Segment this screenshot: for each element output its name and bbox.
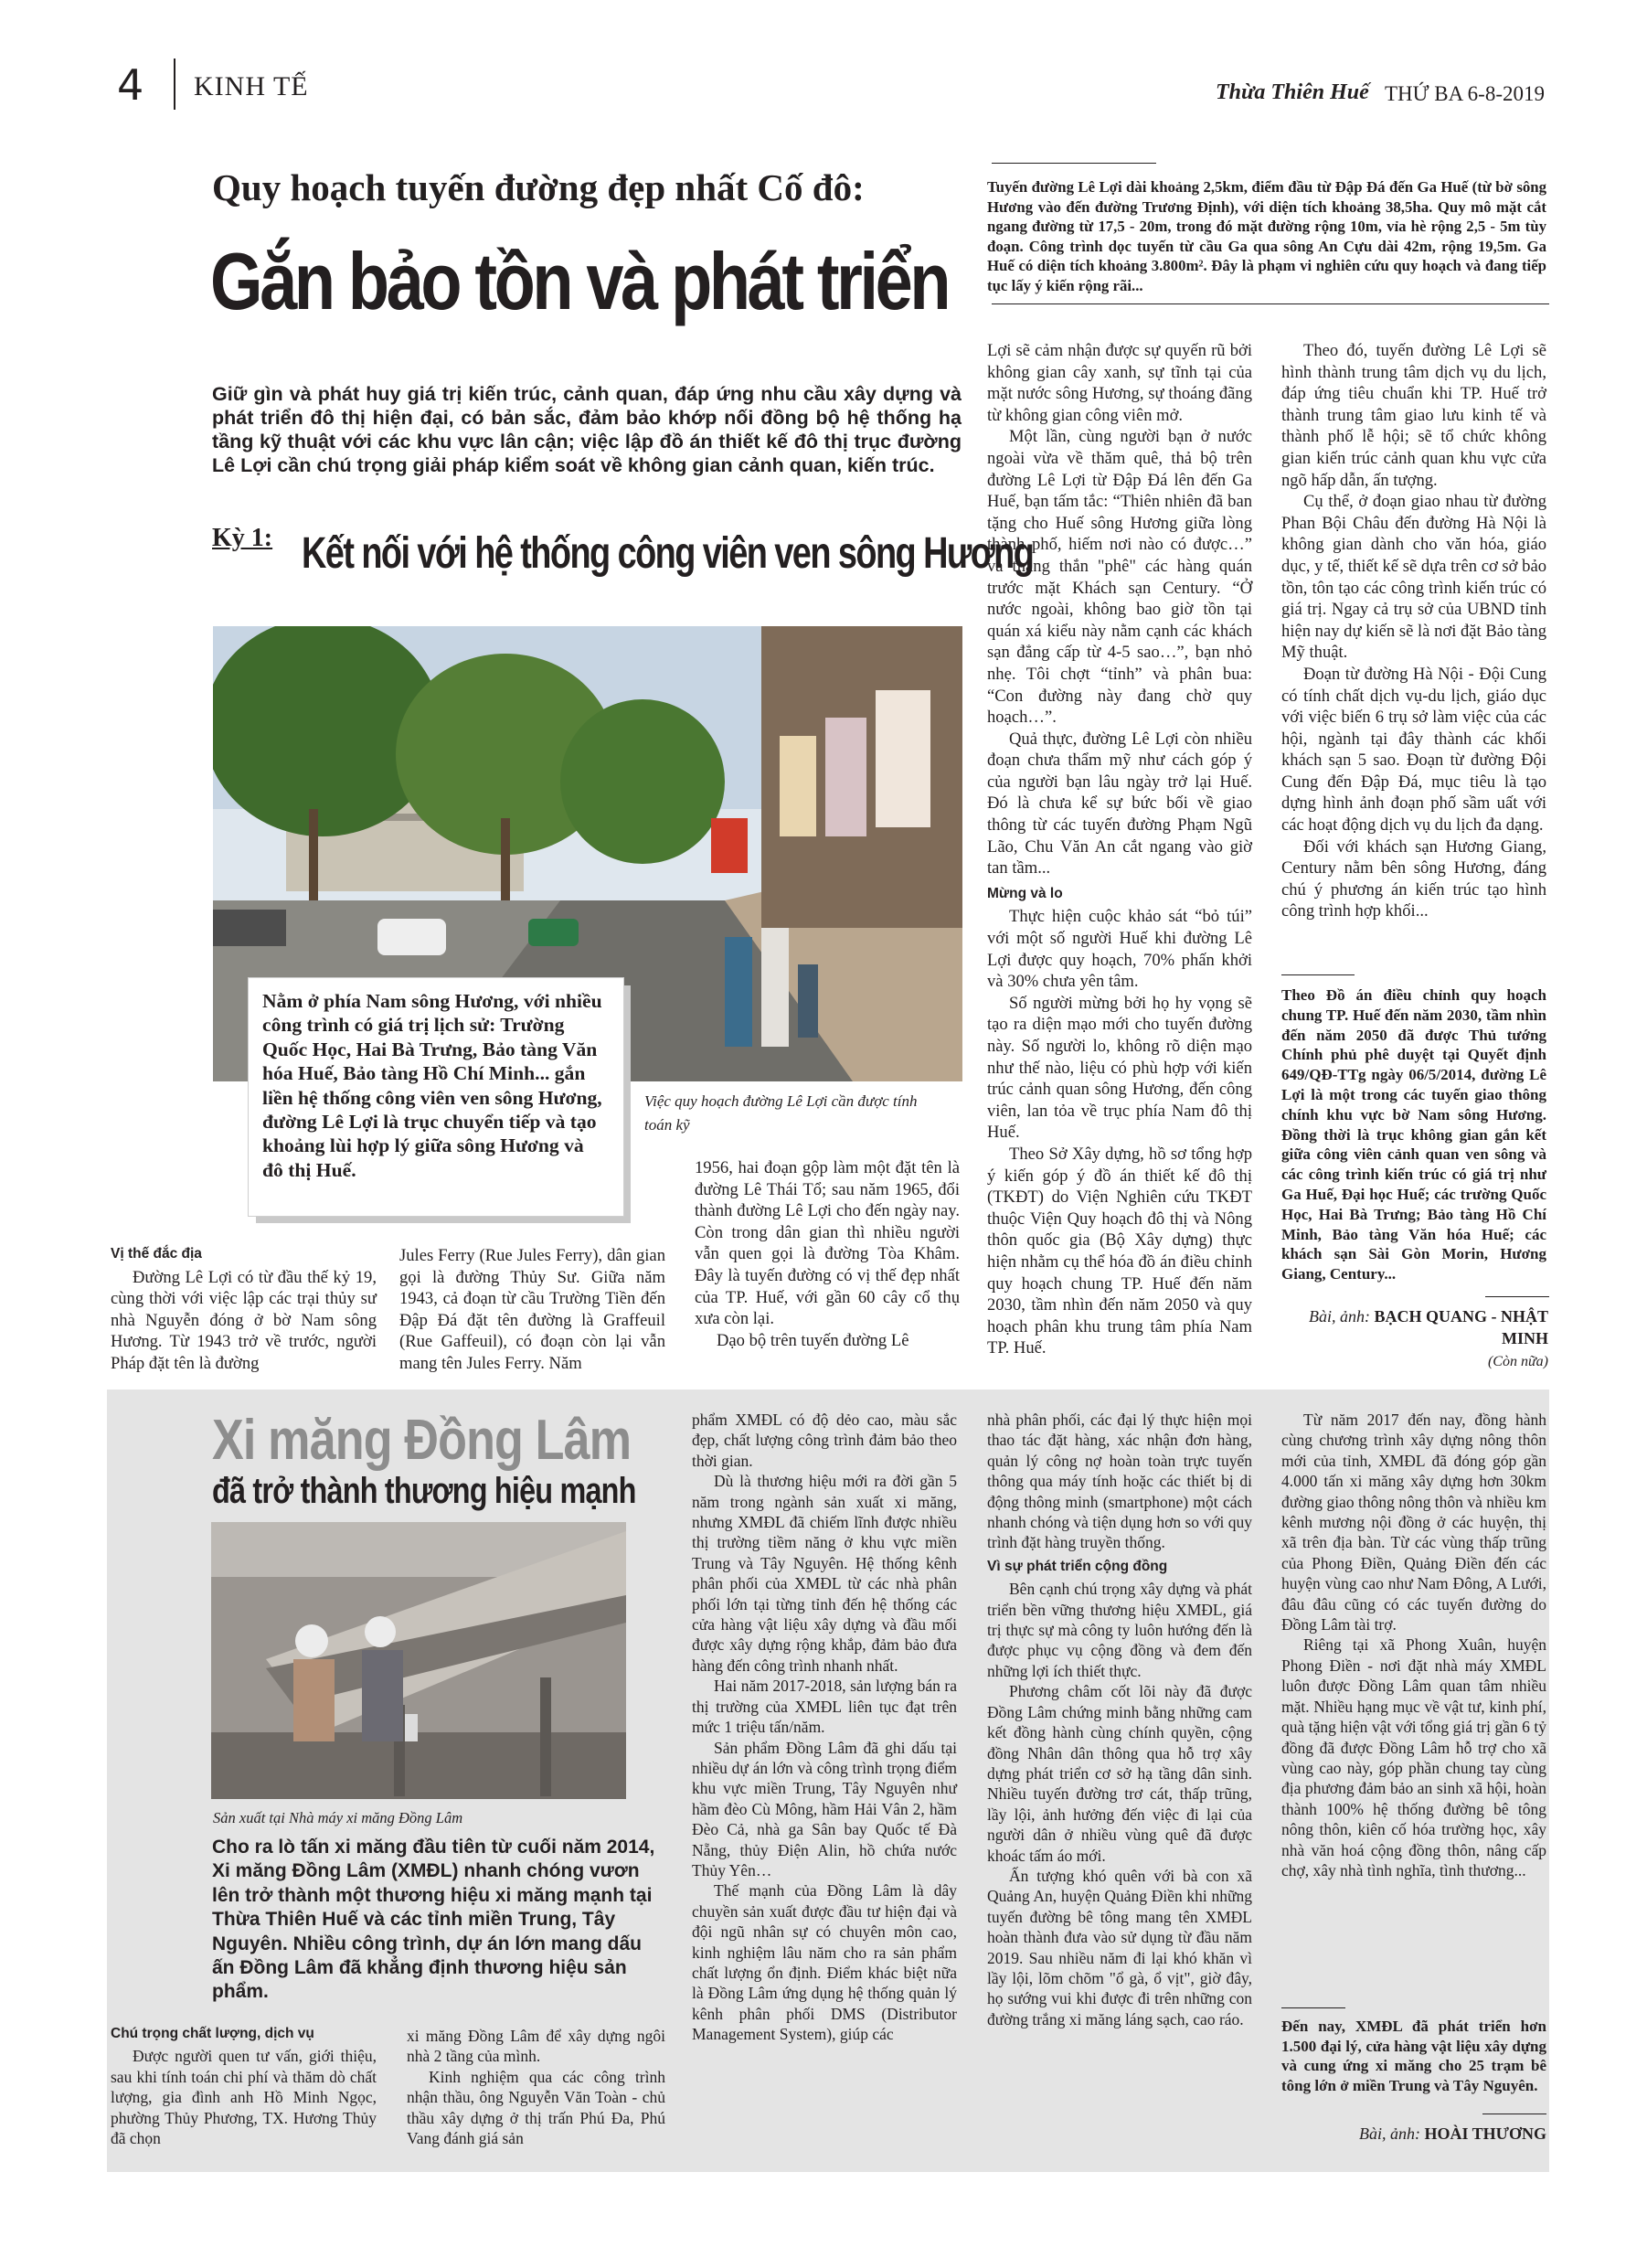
paragraph: Đường Lê Lợi có từ đầu thế kỷ 19, cùng thời với việc lập các trại thủy sư nhà Nguyễn đóng ở bờ Nam sông Hương. Từ 1943 trở về trước, người Pháp đặt tên là đường xyxy=(111,1267,377,1373)
paragraph: xi măng Đồng Lâm để xây dựng ngôi nhà 2 tầng của mình. xyxy=(407,2027,665,2066)
col5-box-rule xyxy=(1281,974,1355,975)
paragraph: Bên cạnh chú trọng xây dựng và phát triển bền vững thương hiệu XMĐL, giá trị thực sự mà công ty luôn hướng đến là được phục vụ cộng đồng và đem đến những lợi ích thiết thực. xyxy=(987,1580,1252,1680)
article2-subheadline: đã trở thành thương hiệu mạnh xyxy=(212,1471,636,1511)
part-title: Kết nối với hệ thống công viên ven sông Hương xyxy=(302,529,1034,578)
paragraph: Sản phẩm Đồng Lâm đã ghi dấu tại nhiều dự án lớn và công trình trọng điểm khu vực miền Trung, Tây Nguyên như hầm đèo Cù Mông, hầm Hải Vân 2, hầm Đèo Cả, nhà ga Sân bay Quốc tế Đà Nẵng, thủy Điện Alin, hồ chứa nước Thủy Yên… xyxy=(692,1738,957,1879)
header-divider xyxy=(174,59,175,110)
paragraph: Một lần, cùng người bạn ở nước ngoài vừa về thăm quê, thả bộ trên đường Lê Lợi từ Đập Đá lên đến Ga Huế, bạn tấm tắc: “Thiên nhiên đã ban tặng cho Huế sông Hương giữa lòng thành phố, hiếm nơi nào có được…” và thẳng thắn "phê" các hàng quán trước mặt Khách sạn Century. “Ở nước ngoài, không bao giờ tồn tại quán xá kiểu này nằm cạnh các khách sạn đẳng cấp từ 4-5 sao…”, bạn nhỏ nhẹ. Tôi chợt “tỉnh” và phân bua: “Con đường này đang chờ quy hoạch…”. xyxy=(987,427,1252,728)
article1-subhead-vi-the: Vị thế đắc địa xyxy=(111,1246,202,1262)
article1-subhead-mung-va-lo: Mừng và lo xyxy=(987,885,1063,901)
article1-pullquote: Nằm ở phía Nam sông Hương, với nhiều công trình có giá trị lịch sử: Trường Quốc Học, Hai Bà Trưng, Bảo tàng Văn hóa Huế, Bảo tàng Hồ Chí Minh... gắn liền hệ thống công viên ven sông Hương, đường Lê Lợi là trục chuyển tiếp và tạo khoảng lùi hợp lý giữa sông Hương và đô thị Huế. xyxy=(262,990,602,1181)
info-box-rule-bottom xyxy=(992,303,1549,304)
paragraph: nhà phân phối, các đại lý thực hiện mọi thao tác đặt hàng, xác nhận đơn hàng, quản lý công nợ hoàn toàn trực tuyến thông qua máy tính hoặc các thiết bị di động thông minh (smartphone) một cách nhanh chóng và tiện dụng hơn so với quy trình đặt hàng truyền thống. xyxy=(987,1411,1252,1552)
paragraph: Được người quen tư vấn, giới thiệu, sau khi tính toán chi phí và thăm dò chất lượng, gia đình anh Hồ Minh Ngọc, phường Thủy Phương, TX. Hương Thủy đã chọn xyxy=(111,2047,377,2148)
section-name: KINH TẾ xyxy=(194,71,309,101)
article2-subhead-chat-luong: Chú trọng chất lượng, dịch vụ xyxy=(111,2026,314,2041)
paragraph: Đối với khách sạn Hương Giang, Century nằm bên sông Hương, đáng chú ý phương án kiến trúc tạo hình công trình hợp khối... xyxy=(1281,836,1546,921)
paragraph: Theo Sở Xây dựng, hồ sơ tổng hợp ý kiến góp ý đồ án thiết kế đô thị (TKĐT) do Viện Nghiên cứu TKĐT thuộc Viện Quy hoạch đô thị và Nông thôn quốc gia (Bộ Xây dựng) thực hiện nhằm cụ thể hóa đồ án điều chỉnh quy hoạch chung TP. Huế đến năm 2030, tầm nhìn đến năm 2050 và quy hoạch phân khu trung tâm phía Nam TP. Huế. xyxy=(987,1144,1252,1358)
part-label: Kỳ 1: xyxy=(212,524,273,552)
street-photo-caption: Việc quy hoạch đường Lê Lợi cần được tính toán kỹ xyxy=(644,1092,918,1134)
byline-prefix: Bài, ảnh: xyxy=(1308,1307,1370,1326)
article2-subhead-cong-dong: Vì sự phát triển cộng đồng xyxy=(987,1558,1168,1574)
article1-kicker: Quy hoạch tuyến đường đẹp nhất Cố đô: xyxy=(212,166,865,208)
article1-col5 xyxy=(1281,340,1546,922)
paragraph: Thế mạnh của Đồng Lâm là dây chuyền sản xuất được đầu tư hiện đại và đội ngũ nhân sự có chuyên môn cao, kinh nghiệm lâu năm cho ra sản phẩm chất lượng ổn định. Điểm khác biệt nữa là Đồng Lâm ứng dụng hệ thống quản lý kênh phân phối DMS (Distributor Management System), giúp các xyxy=(692,1881,957,2044)
paragraph: Dạo bộ trên tuyến đường Lê xyxy=(717,1330,909,1350)
article1-col1 xyxy=(111,1240,377,1375)
newspaper-name: Thừa Thiên Huế xyxy=(1216,80,1369,104)
paragraph: Hai năm 2017-2018, sản lượng bán ra thị trường của XMĐL liên tục đạt trên mức 1 triệu tấn/năm. xyxy=(692,1677,957,1737)
paragraph: Theo đó, tuyến đường Lê Lợi sẽ hình thành trung tâm dịch vụ du lịch, đáp ứng tiêu chuẩn khi TP. Huế trở thành trung tâm giao lưu kinh tế và thành phố lễ hội; sẽ tổ chức không gian kiến trúc cảnh quan khu vực cửa ngõ hấp dẫn, ấn tượng. xyxy=(1281,341,1546,490)
article2-lead: Cho ra lò tấn xi măng đầu tiên từ cuối năm 2014, Xi măng Đồng Lâm (XMĐL) nhanh chóng vươn lên trở thành một thương hiệu xi măng mạnh tại Thừa Thiên Huế và các tỉnh miền Trung, Tây Nguyên. Nhiều công trình, dự án lớn mang dấu ấn Đồng Lâm đã khẳng định thương hiệu sản phẩm. xyxy=(212,1837,655,2003)
paragraph: Cụ thể, ở đoạn giao nhau từ đường Phan Bội Châu đến đường Hà Nội là không gian dành cho văn hóa, giáo dục, y tế, thiết kế sẽ dựa trên cơ sở bảo tồn, tôn tạo các công trình kiến trúc có giá trị. Ngay cả trụ sở của UBND tỉnh hiện nay dự kiến sẽ là nơi đặt Bảo tàng Mỹ thuật. xyxy=(1281,492,1546,663)
article1-col3 xyxy=(695,1157,960,1351)
paragraph: Riêng tại xã Phong Xuân, huyện Phong Điền - nơi đặt nhà máy XMĐL luôn được Đồng Lâm quan tâm nhiều mặt. Nhiều hạng mục về vật tư, kinh phí, quà tặng hiện vật với tổng giá trị gần 6 tỷ đồng đã được Đồng Lâm hỗ trợ cho xã vùng cao này, góp phần chung tay cùng địa phương đảm bảo an sinh xã hội, hoàn thành 100% hệ thống đường bê tông nông thôn, kiên cố hóa trường học, xây nhà văn hoá cộng đồng thôn, nâng cấp chợ, xây nhà tình nghĩa, tình thương... xyxy=(1281,1635,1546,1879)
byline-prefix: Bài, ảnh: xyxy=(1358,2124,1420,2143)
paragraph: Thực hiện cuộc khảo sát “bỏ túi” với một số người Huế khi đường Lê Lợi được quy hoạch, 70% phấn khởi và 30% chưa yên tâm. xyxy=(987,907,1252,992)
paragraph: Từ năm 2017 đến nay, đồng hành cùng chương trình xây dựng nông thôn mới của tỉnh, XMĐL đã đóng góp gần 4.000 tấn xi măng xây dựng hơn 30km đường giao thông nông thôn và nhiều km kênh mương nội đồng ở các huyện, thị xã trên địa bàn. Từ các vùng thấp trũng của Phong Điền, Quảng Điền đến các huyện vùng cao như Nam Đông, A Lưới, đâu đâu cũng có các tuyến đường do Đồng Lâm tài trợ. xyxy=(1281,1411,1546,1634)
paragraph: Dù là thương hiệu mới ra đời gần 5 năm trong ngành sản xuất xi măng, nhưng XMĐL đã chiếm lĩnh được nhiều thị trường tiềm năng ở khu vực miền Trung và Tây Nguyên. Hệ thống kênh phân phối của XMĐL từ các nhà phân phối lớn tại từng tỉnh đến hệ thống các cửa hàng vật liệu xây dựng và đầu mối được xây dựng rộng khắp, đảm bảo đưa hàng đến công trình nhanh nhất. xyxy=(692,1472,957,1675)
paragraph: 1956, hai đoạn gộp làm một đặt tên là đường Lê Thái Tổ; sau năm 1965, đổi thành đường Lê Lợi cho đến ngày nay. Còn trong dân gian thì nhiều người vẫn quen gọi là đường Tòa Khâm. Đây là tuyến đường có vị thế đẹp nhất của TP. Huế, với gần 60 cây cổ thụ xưa còn lại. xyxy=(695,1158,960,1329)
page-number: 4 xyxy=(117,60,144,110)
factory-photo-caption: Sản xuất tại Nhà máy xi măng Đồng Lâm xyxy=(213,1809,463,1826)
article1-headline: Gắn bảo tồn và phát triển xyxy=(210,236,949,326)
issue-date: THỨ BA 6-8-2019 xyxy=(1385,82,1546,105)
article1-byline xyxy=(1281,1305,1548,1373)
byline-note: (Còn nữa) xyxy=(1487,1354,1548,1369)
article2-byline xyxy=(1281,2123,1546,2145)
article1-lead: Giữ gìn và phát huy giá trị kiến trúc, cảnh quan, đáp ứng nhu cầu xây dựng và phát triển đô thị hiện đại, có bản sắc, đảm bảo khớp nối đồng bộ hệ thống hạ tầng kỹ thuật với các khu vực lân cận; việc lập đồ án thiết kế đô thị trục đường Lê Lợi cần chú trọng giải pháp kiểm soát về không gian cảnh quan, kiến trúc. xyxy=(212,383,962,476)
article1-col5-box: Theo Đồ án điều chỉnh quy hoạch chung TP. Huế đến năm 2030, tầm nhìn đến năm 2050 đã được Thủ tướng Chính phủ phê duyệt tại Quyết định 649/QĐ-TTg ngày 06/5/2014, đường Lê Lợi là một trong các tuyến giao thông chính khu vực bờ Nam sông Hương. Đồng thời là trục không gian gắn kết giữa công viên cảnh quan ven sông và các công trình kiến trúc có giá trị như Ga Huế, Đại học Huế; các trường Quốc Học, Hai Bà Trưng; Bảo tàng Hồ Chí Minh, Bảo tàng Văn hóa Huế; các khách sạn Sài Gòn Morin, Hương Giang, Century... xyxy=(1281,986,1546,1283)
article2-col4 xyxy=(987,1410,1252,2029)
paragraph: Phương châm cốt lõi này đã được Đồng Lâm chứng minh bằng những cam kết đồng hành cùng chính quyền, cộng đồng Nhân dân thông qua hỗ trợ xây dựng phát triển cơ sở hạ tầng dân sinh. Nhiều tuyến đường trơ cát, thấp trũng, lầy lội, ảnh hưởng đến việc đi lại của người dân ở nhiều vùng quê đã được khoác tấm áo mới. xyxy=(987,1682,1252,1865)
byline-name: BẠCH QUANG - NHẬT MINH xyxy=(1374,1307,1548,1347)
article1-col2 xyxy=(399,1245,665,1375)
article2-col5-box: Đến nay, XMĐL đã phát triển hơn 1.500 đại lý, cửa hàng vật liệu xây dựng và cung ứng xi măng cho 25 trạm bê tông lớn ở miền Trung và Tây Nguyên. xyxy=(1281,2018,1546,2094)
factory-photo xyxy=(211,1522,626,1799)
paragraph: Jules Ferry (Rue Jules Ferry), dân gian gọi là đường Thủy Sư. Giữa năm 1943, cả đoạn từ cầu Trường Tiền đến Đập Đá đặt tên đường là Graffeuil (Rue Gaffeuil), có đoạn còn lại vẫn mang tên Jules Ferry. Năm xyxy=(399,1246,665,1373)
paragraph: Quả thực, đường Lê Lợi còn nhiều đoạn chưa thẩm mỹ như cách góp ý của người bạn lâu ngày trở lại Huế. Đó là chưa kể sự bức bối về giao thông từ các tuyến đường Phạm Ngũ Lão, Chu Văn An cắt ngang vào giờ tan tầm... xyxy=(987,729,1252,878)
article1-info-box: Tuyến đường Lê Lợi dài khoảng 2,5km, điểm đầu từ Đập Đá đến Ga Huế (từ bờ sông Hương vào đến đường Trương Định), với diện tích khoảng 38,5ha. Quy mô mặt cắt ngang đường từ 17,5 - 20m, trong đó mặt đường rộng 10m, vỉa hè rộng 2,5 - 5m tùy đoạn. Công trình dọc tuyến từ cầu Ga qua sông An Cựu dài 42m, rộng 19,5m. Ga Huế có diện tích khoảng 3.800m². Đây là phạm vi nghiên cứu quy hoạch và đang tiếp tục lấy ý kiến rộng rãi... xyxy=(987,178,1546,294)
paragraph: Ấn tượng khó quên với bà con xã Quảng An, huyện Quảng Điền khi những tuyến đường bê tông mang tên XMĐL hoàn thành đưa vào sử dụng từ đầu năm 2019. Sau nhiều năm đi lại khó khăn vì lầy lội, lõm chõm "ổ gà, ổ vịt", giờ đây, họ sướng vui khi được đi trên những con đường trắng xi măng láng sạch, cao ráo. xyxy=(987,1866,1252,2028)
paragraph: Số người mừng bởi họ hy vọng sẽ tạo ra diện mạo mới cho tuyến đường này. Số người lo, không rõ diện mạo như thế nào, liệu có phù hợp với kiến trúc cảnh quan sông Hương, đến công viên, lan tỏa về trục phía Nam đô thị Huế. xyxy=(987,993,1252,1143)
article2-col3 xyxy=(692,1410,957,2045)
article2-col5 xyxy=(1281,1410,1546,1880)
paragraph: Đoạn từ đường Hà Nội - Đội Cung có tính chất dịch vụ-du lịch, giáo dục với việc biến 6 trụ sở làm việc của các hội, ngành tại đây thành các khối khách sạn 5 sao. Đoạn từ đường Đội Cung đến Đập Đá, mục tiêu là tạo dựng hình ảnh đoạn phố sầm uất với các hoạt động dịch vụ du lịch đa dạng. xyxy=(1281,664,1546,836)
article2-col2 xyxy=(407,2026,665,2148)
paragraph: phẩm XMĐL có độ dẻo cao, màu sắc đẹp, chất lượng công trình đảm bảo theo thời gian. xyxy=(692,1411,957,1470)
article1-col4 xyxy=(987,340,1252,1359)
byline-name: HOÀI THƯƠNG xyxy=(1424,2124,1546,2143)
article2-headline: Xi măng Đồng Lâm xyxy=(212,1409,632,1472)
byline-rule xyxy=(1485,1296,1549,1297)
paragraph: Lợi sẽ cảm nhận được sự quyến rũ bởi không gian cây xanh, sự tĩnh tại của mặt nước sông Hương, sự thoáng đãng từ không gian công viên mở. xyxy=(987,341,1252,425)
paragraph: Kinh nghiệm qua các công trình nhận thầu, ông Nguyễn Văn Toàn - chủ thầu xây dựng ở thị trấn Phú Đa, Phú Vang đánh giá sản xyxy=(407,2067,665,2148)
article2-box-rule xyxy=(1281,2007,1345,2008)
article2-col1 xyxy=(111,2020,377,2148)
info-box-rule-top xyxy=(992,163,1156,164)
factory-photo-illustration xyxy=(211,1522,626,1799)
